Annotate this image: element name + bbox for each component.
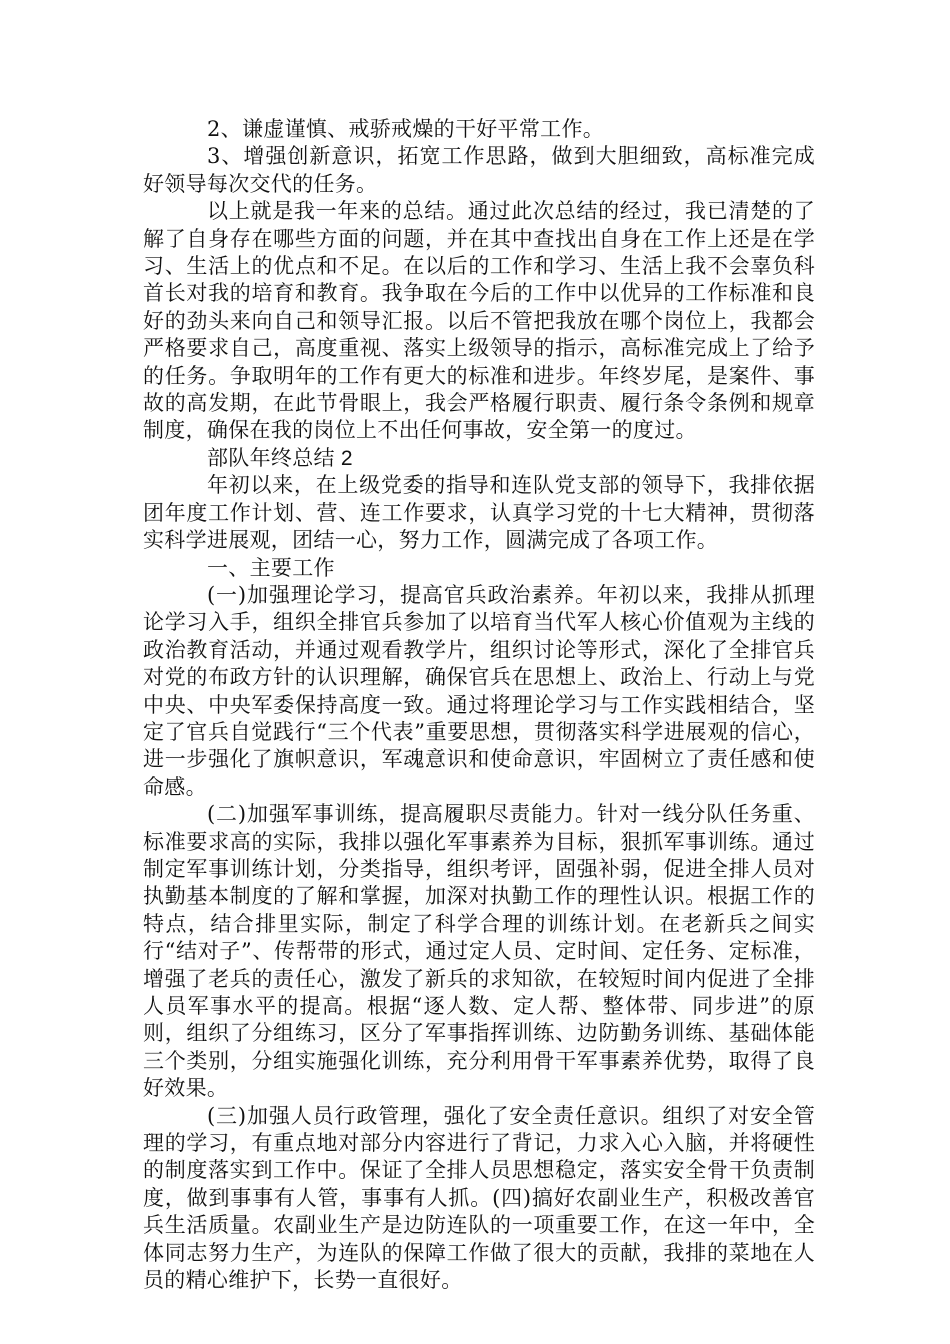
paragraph-item-3: 3、增强创新意识，拓宽工作思路，做到大胆细致，高标准完成好领导每次交代的任务。 <box>143 144 815 196</box>
subsection-title: 一、主要工作 <box>207 556 335 580</box>
paragraph-summary: 以上就是我一年来的总结。通过此次总结的经过，我已清楚的了解了自身存在哪些方面的问题，并在其中查找出自身在工作上还是在学习、生活上的优点和不足。在以后的工作和学习、生活上我不会辜负科首长对我的培育和教育。我争取在今后的工作中以优异的工作标准和良好的劲头来向自己和领导汇报。以后不管把我放在哪个岗位上，我都会严格要求自己，高度重视、落实上级领导的指示，高标准完成上了给予的任务。争取明年的工作有更大的标准和进步。年终岁尾，是案件、事故的高发期，在此节骨眼上，我会严格履行职责、履行条令条例和规章制度，确保在我的岗位上不出任何事故，安全第一的度过。 <box>143 199 815 443</box>
document-body <box>143 116 815 1294</box>
paragraph-intro: 年初以来，在上级党委的指导和连队党支部的领导下，我排依据团年度工作计划、营、连工作要求，认真学习党的十七大精神，贯彻落实科学进展观，团结一心，努力工作，圆满完成了各项工作。 <box>143 473 815 553</box>
section-title: 部队年终总结 2 <box>207 446 353 470</box>
paragraph-military-training: (二)加强军事训练，提高履职尽责能力。针对一线分队任务重、标准要求高的实际，我排以强化军事素养为目标，狠抓军事训练。通过制定军事训练计划，分类指导，组织考评，固强补弱，促进全排人员对执勤基本制度的了解和掌握，加深对执勤工作的理性认识。根据工作的特点，结合排里实际，制定了科学合理的训练计划。在老新兵之间实行“结对子”、传帮带的形式，通过定人员、定时间、定任务、定标准，增强了老兵的责任心，激发了新兵的求知欲，在较短时间内促进了全排人员军事水平的提高。根据“逐人数、定人帮、整体带、同步进”的原则，组织了分组练习，区分了军事指挥训练、边防勤务训练、基础体能三个类别，分组实施强化训练，充分利用骨干军事素养优势，取得了良好效果。 <box>143 802 815 1101</box>
paragraph-theory-study: (一)加强理论学习，提高官兵政治素养。年初以来，我排从抓理论学习入手，组织全排官兵参加了以培育当代军人核心价值观为主线的政治教育活动，并通过观看教学片，组织讨论等形式，深化了全排官兵对党的布政方针的认识理解，确保官兵在思想上、政治上、行动上与党中央、中央军委保持高度一致。通过将理论学习与工作实践相结合，坚定了官兵自觉践行“三个代表”重要思想，贯彻落实科学进展观的信心，进一步强化了旗帜意识，军魂意识和使命意识，牢固树立了责任感和使命感。 <box>143 582 815 799</box>
paragraph-administration: (三)加强人员行政管理，强化了安全责任意识。组织了对安全管理的学习，有重点地对部分内容进行了背记，力求入心入脑，并将硬性的制度落实到工作中。保证了全排人员思想稳定，落实安全骨干负责制度，做到事事有人管，事事有人抓。(四)搞好农副业生产，积极改善官兵生活质量。农副业生产是边防连队的一项重要工作，在这一年中，全体同志努力生产，为连队的保障工作做了很大的贡献，我排的菜地在人员的精心维护下，长势一直很好。 <box>143 1103 815 1293</box>
paragraph-item-2: 2、谦虚谨慎、戒骄戒燥的干好平常工作。 <box>207 117 605 141</box>
